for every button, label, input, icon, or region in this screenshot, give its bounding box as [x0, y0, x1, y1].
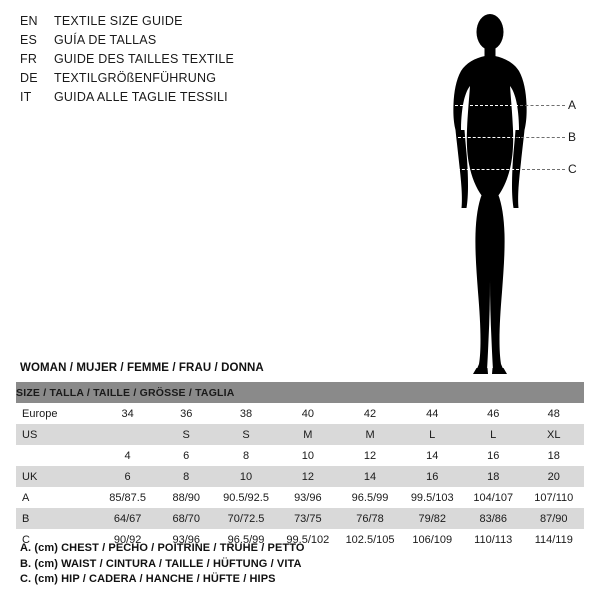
cell: 12 — [339, 445, 402, 466]
table-row — [16, 424, 584, 445]
cell: L — [463, 424, 524, 445]
size-table — [16, 382, 584, 550]
row-label-uk: UK — [16, 466, 98, 487]
cell: 40 — [277, 403, 338, 424]
cell: 16 — [463, 445, 524, 466]
cell: 99.5/103 — [402, 487, 463, 508]
language-title-es: GUÍA DE TALLAS — [54, 33, 157, 47]
cell: S — [158, 424, 215, 445]
measure-label-b: B — [568, 130, 577, 144]
language-row-de — [20, 71, 350, 90]
measure-label-c: C — [568, 162, 577, 176]
cell: 4 — [98, 445, 158, 466]
cell: M — [339, 424, 402, 445]
cell: 8 — [215, 445, 277, 466]
cell: 70/72.5 — [215, 508, 277, 529]
cell: 8 — [158, 466, 215, 487]
language-title-de: TEXTILGRÖßENFÜHRUNG — [54, 71, 217, 85]
cell: 14 — [402, 445, 463, 466]
measure-line-c-extension — [522, 169, 565, 170]
cell: 68/70 — [158, 508, 215, 529]
language-code-fr: FR — [20, 52, 38, 66]
section-label-woman: WOMAN / MUJER / FEMME / FRAU / DONNA — [20, 362, 264, 374]
language-code-de: DE — [20, 71, 38, 85]
cell: 83/86 — [463, 508, 524, 529]
cell: 12 — [277, 466, 338, 487]
cell: 96.5/99 — [339, 487, 402, 508]
cell: 64/67 — [98, 508, 158, 529]
language-row-en — [20, 14, 350, 33]
table-row — [16, 487, 584, 508]
measure-line-a-body — [455, 105, 523, 106]
cell: 38 — [215, 403, 277, 424]
cell: 114/119 — [524, 529, 584, 550]
row-label-a: A — [16, 487, 98, 508]
cell: 102.5/105 — [339, 529, 402, 550]
table-row — [16, 445, 584, 466]
table-row — [16, 508, 584, 529]
cell: 6 — [158, 445, 215, 466]
row-label-us-numeric — [16, 445, 98, 466]
language-code-it: IT — [20, 90, 32, 104]
measure-line-c-body — [452, 169, 524, 170]
language-title-it: GUIDA ALLE TAGLIE TESSILI — [54, 90, 228, 104]
language-code-es: ES — [20, 33, 38, 47]
measurement-notes — [20, 541, 305, 588]
table-header-row — [16, 382, 584, 403]
cell: 73/75 — [277, 508, 338, 529]
language-row-fr — [20, 52, 350, 71]
cell: 48 — [524, 403, 584, 424]
cell: 20 — [524, 466, 584, 487]
cell: 107/110 — [524, 487, 584, 508]
cell: 14 — [339, 466, 402, 487]
cell: 85/87.5 — [98, 487, 158, 508]
cell: 110/113 — [463, 529, 524, 550]
cell: 99.5/102 — [277, 529, 338, 550]
cell: 42 — [339, 403, 402, 424]
cell: 87/90 — [524, 508, 584, 529]
measure-line-b-extension — [516, 137, 565, 138]
cell: 93/96 — [277, 487, 338, 508]
cell: 36 — [158, 403, 215, 424]
cell: 46 — [463, 403, 524, 424]
cell: 104/107 — [463, 487, 524, 508]
table-header-label: SIZE / TALLA / TAILLE / GRÖSSE / TAGLIA — [16, 382, 584, 403]
cell: 44 — [402, 403, 463, 424]
female-figure-area — [400, 8, 590, 378]
cell: 106/109 — [402, 529, 463, 550]
cell: 88/90 — [158, 487, 215, 508]
language-title-fr: GUIDE DES TAILLES TEXTILE — [54, 52, 235, 66]
cell: 6 — [98, 466, 158, 487]
cell: M — [277, 424, 338, 445]
cell: 18 — [463, 466, 524, 487]
cell: 34 — [98, 403, 158, 424]
cell: 90.5/92.5 — [215, 487, 277, 508]
cell: 16 — [402, 466, 463, 487]
language-row-es — [20, 33, 350, 52]
cell: 90/92 — [98, 529, 158, 550]
table-row — [16, 403, 584, 424]
language-title-block — [20, 14, 350, 109]
row-label-us: US — [16, 424, 98, 445]
cell: 10 — [277, 445, 338, 466]
row-label-b: B — [16, 508, 98, 529]
language-code-en: EN — [20, 14, 38, 28]
cell: 93/96 — [158, 529, 215, 550]
cell: 18 — [524, 445, 584, 466]
language-row-it — [20, 90, 350, 109]
row-label-c: C — [16, 529, 98, 550]
cell: 10 — [215, 466, 277, 487]
measure-line-a-extension — [520, 105, 565, 106]
cell: 76/78 — [339, 508, 402, 529]
table-row — [16, 466, 584, 487]
female-silhouette-icon — [425, 8, 555, 376]
cell — [98, 424, 158, 445]
measure-line-b-body — [458, 137, 520, 138]
cell: S — [215, 424, 277, 445]
cell: L — [402, 424, 463, 445]
cell: 79/82 — [402, 508, 463, 529]
note-c: C. (cm) HIP / CADERA / HANCHE / HÜFTE / HIPS — [20, 573, 276, 585]
note-b: B. (cm) WAIST / CINTURA / TAILLE / HÜFTUNG / VITA — [20, 557, 302, 570]
measure-label-a: A — [568, 98, 577, 112]
note-a: A. (cm) CHEST / PECHO / POITRINE / TRUHE / PETTO — [20, 542, 305, 554]
language-title-en: TEXTILE SIZE GUIDE — [54, 14, 183, 28]
cell: 96.5/99 — [215, 529, 277, 550]
row-label-europe: Europe — [16, 403, 98, 424]
cell: XL — [524, 424, 584, 445]
